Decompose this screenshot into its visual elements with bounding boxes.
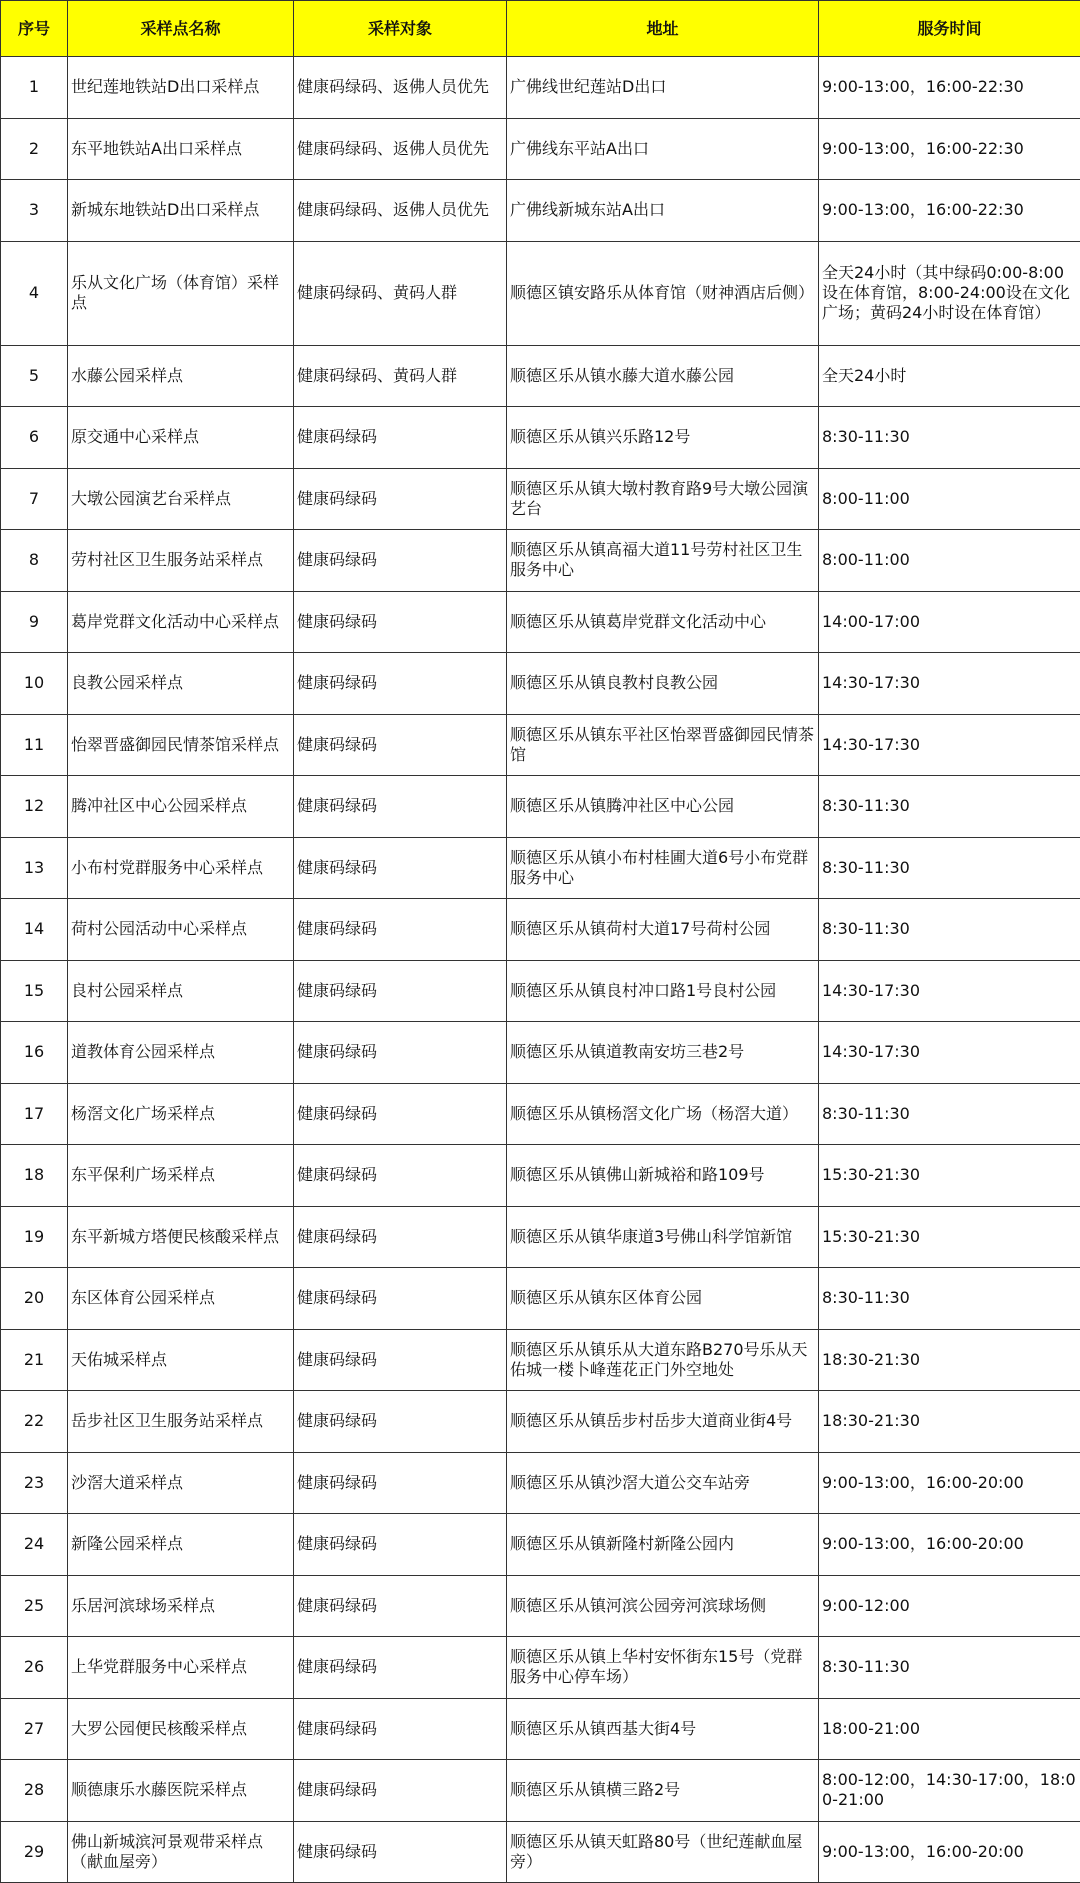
table-row bbox=[1, 118, 1080, 180]
header-target: 采样对象 bbox=[294, 1, 507, 57]
row-number: 27 bbox=[1, 1698, 68, 1760]
row-number: 17 bbox=[1, 1083, 68, 1145]
sampling-address: 顺德区乐从镇新隆村新隆公园内 bbox=[507, 1514, 819, 1576]
sampling-address: 顺德区镇安路乐从体育馆（财神酒店后侧） bbox=[507, 241, 819, 345]
sampling-point-name: 新城东地铁站D出口采样点 bbox=[68, 180, 294, 242]
row-number: 18 bbox=[1, 1145, 68, 1207]
row-number: 28 bbox=[1, 1760, 68, 1822]
sampling-target: 健康码绿码 bbox=[294, 1760, 507, 1822]
sampling-point-name: 乐从文化广场（体育馆）采样点 bbox=[68, 241, 294, 345]
row-number: 22 bbox=[1, 1391, 68, 1453]
header-address: 地址 bbox=[507, 1, 819, 57]
sampling-address: 顺德区乐从镇葛岸党群文化活动中心 bbox=[507, 591, 819, 653]
sampling-address: 顺德区乐从镇良村冲口路1号良村公园 bbox=[507, 960, 819, 1022]
service-hours: 全天24小时（其中绿码0:00-8:00设在体育馆，8:00-24:00设在文化广场；黄码24小时设在体育馆） bbox=[819, 241, 1080, 345]
table-row bbox=[1, 899, 1080, 961]
sampling-address: 顺德区乐从镇佛山新城裕和路109号 bbox=[507, 1145, 819, 1207]
row-number: 8 bbox=[1, 530, 68, 592]
sampling-address: 顺德区乐从镇华康道3号佛山科学馆新馆 bbox=[507, 1206, 819, 1268]
service-hours: 8:00-11:00 bbox=[819, 468, 1080, 530]
row-number: 25 bbox=[1, 1575, 68, 1637]
sampling-point-name: 东区体育公园采样点 bbox=[68, 1268, 294, 1330]
sampling-point-name: 荷村公园活动中心采样点 bbox=[68, 899, 294, 961]
service-hours: 9:00-13:00，16:00-22:30 bbox=[819, 57, 1080, 119]
sampling-address: 顺德区乐从镇道教南安坊三巷2号 bbox=[507, 1022, 819, 1084]
service-hours: 8:00-11:00 bbox=[819, 530, 1080, 592]
sampling-point-name: 岳步社区卫生服务站采样点 bbox=[68, 1391, 294, 1453]
service-hours: 8:30-11:30 bbox=[819, 837, 1080, 899]
row-number: 19 bbox=[1, 1206, 68, 1268]
sampling-point-name: 天佑城采样点 bbox=[68, 1329, 294, 1391]
sampling-target: 健康码绿码 bbox=[294, 530, 507, 592]
row-number: 29 bbox=[1, 1821, 68, 1883]
sampling-target: 健康码绿码 bbox=[294, 1698, 507, 1760]
table-row bbox=[1, 1514, 1080, 1576]
sampling-target: 健康码绿码 bbox=[294, 468, 507, 530]
sampling-target: 健康码绿码 bbox=[294, 776, 507, 838]
table-row bbox=[1, 1268, 1080, 1330]
row-number: 24 bbox=[1, 1514, 68, 1576]
service-hours: 14:00-17:00 bbox=[819, 591, 1080, 653]
sampling-point-name: 东平保利广场采样点 bbox=[68, 1145, 294, 1207]
sampling-address: 广佛线东平站A出口 bbox=[507, 118, 819, 180]
service-hours: 15:30-21:30 bbox=[819, 1206, 1080, 1268]
table-row bbox=[1, 345, 1080, 407]
sampling-target: 健康码绿码 bbox=[294, 1391, 507, 1453]
sampling-address: 顺德区乐从镇兴乐路12号 bbox=[507, 407, 819, 469]
sampling-point-name: 怡翠晋盛御园民情茶馆采样点 bbox=[68, 714, 294, 776]
row-number: 26 bbox=[1, 1637, 68, 1699]
header-hours: 服务时间 bbox=[819, 1, 1080, 57]
service-hours: 14:30-17:30 bbox=[819, 714, 1080, 776]
sampling-point-name: 乐居河滨球场采样点 bbox=[68, 1575, 294, 1637]
sampling-target: 健康码绿码 bbox=[294, 1022, 507, 1084]
table-row bbox=[1, 180, 1080, 242]
row-number: 23 bbox=[1, 1452, 68, 1514]
row-number: 14 bbox=[1, 899, 68, 961]
sampling-address: 顺德区乐从镇水藤大道水藤公园 bbox=[507, 345, 819, 407]
sampling-point-name: 佛山新城滨河景观带采样点（献血屋旁） bbox=[68, 1821, 294, 1883]
sampling-point-name: 顺德康乐水藤医院采样点 bbox=[68, 1760, 294, 1822]
sampling-address: 顺德区乐从镇西基大街4号 bbox=[507, 1698, 819, 1760]
sampling-target: 健康码绿码 bbox=[294, 591, 507, 653]
table-row bbox=[1, 1452, 1080, 1514]
row-number: 1 bbox=[1, 57, 68, 119]
sampling-target: 健康码绿码 bbox=[294, 714, 507, 776]
sampling-point-name: 大墩公园演艺台采样点 bbox=[68, 468, 294, 530]
sampling-target: 健康码绿码 bbox=[294, 407, 507, 469]
table-row bbox=[1, 653, 1080, 715]
service-hours: 8:30-11:30 bbox=[819, 899, 1080, 961]
service-hours: 8:30-11:30 bbox=[819, 1083, 1080, 1145]
sampling-point-name: 大罗公园便民核酸采样点 bbox=[68, 1698, 294, 1760]
sampling-point-name: 道教体育公园采样点 bbox=[68, 1022, 294, 1084]
row-number: 13 bbox=[1, 837, 68, 899]
service-hours: 15:30-21:30 bbox=[819, 1145, 1080, 1207]
sampling-address: 顺德区乐从镇东平社区怡翠晋盛御园民情茶馆 bbox=[507, 714, 819, 776]
sampling-point-name: 劳村社区卫生服务站采样点 bbox=[68, 530, 294, 592]
sampling-target: 健康码绿码 bbox=[294, 1145, 507, 1207]
table-row bbox=[1, 960, 1080, 1022]
service-hours: 18:30-21:30 bbox=[819, 1391, 1080, 1453]
table-row bbox=[1, 1821, 1080, 1883]
service-hours: 8:30-11:30 bbox=[819, 1268, 1080, 1330]
service-hours: 9:00-13:00，16:00-22:30 bbox=[819, 118, 1080, 180]
sampling-target: 健康码绿码 bbox=[294, 1329, 507, 1391]
sampling-address: 广佛线新城东站A出口 bbox=[507, 180, 819, 242]
sampling-point-name: 良村公园采样点 bbox=[68, 960, 294, 1022]
table-row bbox=[1, 468, 1080, 530]
sampling-target: 健康码绿码 bbox=[294, 960, 507, 1022]
table-row bbox=[1, 530, 1080, 592]
sampling-point-name: 沙滘大道采样点 bbox=[68, 1452, 294, 1514]
table-row bbox=[1, 1391, 1080, 1453]
sampling-target: 健康码绿码 bbox=[294, 837, 507, 899]
sampling-address: 顺德区乐从镇河滨公园旁河滨球场侧 bbox=[507, 1575, 819, 1637]
table-row bbox=[1, 591, 1080, 653]
sampling-point-name: 葛岸党群文化活动中心采样点 bbox=[68, 591, 294, 653]
sampling-target: 健康码绿码 bbox=[294, 1575, 507, 1637]
row-number: 4 bbox=[1, 241, 68, 345]
table-row bbox=[1, 1637, 1080, 1699]
service-hours: 8:00-12:00，14:30-17:00，18:00-21:00 bbox=[819, 1760, 1080, 1822]
service-hours: 9:00-13:00，16:00-20:00 bbox=[819, 1821, 1080, 1883]
table-row bbox=[1, 1145, 1080, 1207]
table-row bbox=[1, 241, 1080, 345]
service-hours: 14:30-17:30 bbox=[819, 960, 1080, 1022]
table-row bbox=[1, 1698, 1080, 1760]
table-row bbox=[1, 1206, 1080, 1268]
sampling-address: 广佛线世纪莲站D出口 bbox=[507, 57, 819, 119]
sampling-target: 健康码绿码 bbox=[294, 1637, 507, 1699]
row-number: 11 bbox=[1, 714, 68, 776]
service-hours: 9:00-13:00，16:00-20:00 bbox=[819, 1452, 1080, 1514]
sampling-address: 顺德区乐从镇天虹路80号（世纪莲献血屋旁） bbox=[507, 1821, 819, 1883]
sampling-target: 健康码绿码 bbox=[294, 1821, 507, 1883]
table-row bbox=[1, 776, 1080, 838]
sampling-address: 顺德区乐从镇横三路2号 bbox=[507, 1760, 819, 1822]
row-number: 2 bbox=[1, 118, 68, 180]
sampling-address: 顺德区乐从镇荷村大道17号荷村公园 bbox=[507, 899, 819, 961]
table-row bbox=[1, 1022, 1080, 1084]
sampling-target: 健康码绿码、返佛人员优先 bbox=[294, 118, 507, 180]
sampling-point-name: 上华党群服务中心采样点 bbox=[68, 1637, 294, 1699]
header-name: 采样点名称 bbox=[68, 1, 294, 57]
service-hours: 9:00-12:00 bbox=[819, 1575, 1080, 1637]
table-row bbox=[1, 1083, 1080, 1145]
sampling-target: 健康码绿码 bbox=[294, 1452, 507, 1514]
sampling-address: 顺德区乐从镇高福大道11号劳村社区卫生服务中心 bbox=[507, 530, 819, 592]
sampling-point-name: 东平地铁站A出口采样点 bbox=[68, 118, 294, 180]
sampling-point-name: 原交通中心采样点 bbox=[68, 407, 294, 469]
row-number: 20 bbox=[1, 1268, 68, 1330]
table-row bbox=[1, 1575, 1080, 1637]
sampling-point-name: 腾冲社区中心公园采样点 bbox=[68, 776, 294, 838]
sampling-target: 健康码绿码 bbox=[294, 1514, 507, 1576]
sampling-point-name: 水藤公园采样点 bbox=[68, 345, 294, 407]
service-hours: 8:30-11:30 bbox=[819, 407, 1080, 469]
row-number: 12 bbox=[1, 776, 68, 838]
table-row bbox=[1, 57, 1080, 119]
sampling-address: 顺德区乐从镇上华村安怀街东15号（党群服务中心停车场） bbox=[507, 1637, 819, 1699]
sampling-address: 顺德区乐从镇小布村桂圃大道6号小布党群服务中心 bbox=[507, 837, 819, 899]
sampling-target: 健康码绿码 bbox=[294, 1083, 507, 1145]
sampling-address: 顺德区乐从镇良教村良教公园 bbox=[507, 653, 819, 715]
sampling-address: 顺德区乐从镇岳步村岳步大道商业街4号 bbox=[507, 1391, 819, 1453]
sampling-point-name: 良教公园采样点 bbox=[68, 653, 294, 715]
service-hours: 9:00-13:00，16:00-22:30 bbox=[819, 180, 1080, 242]
service-hours: 14:30-17:30 bbox=[819, 653, 1080, 715]
row-number: 21 bbox=[1, 1329, 68, 1391]
service-hours: 9:00-13:00，16:00-20:00 bbox=[819, 1514, 1080, 1576]
service-hours: 14:30-17:30 bbox=[819, 1022, 1080, 1084]
sampling-address: 顺德区乐从镇沙滘大道公交车站旁 bbox=[507, 1452, 819, 1514]
sampling-target: 健康码绿码、黄码人群 bbox=[294, 345, 507, 407]
sampling-target: 健康码绿码 bbox=[294, 653, 507, 715]
table-body bbox=[1, 57, 1080, 1883]
sampling-target: 健康码绿码、返佛人员优先 bbox=[294, 57, 507, 119]
sampling-point-name: 东平新城方塔便民核酸采样点 bbox=[68, 1206, 294, 1268]
sampling-point-name: 杨滘文化广场采样点 bbox=[68, 1083, 294, 1145]
sampling-address: 顺德区乐从镇乐从大道东路B270号乐从天佑城一楼卜峰莲花正门外空地处 bbox=[507, 1329, 819, 1391]
sampling-target: 健康码绿码 bbox=[294, 899, 507, 961]
row-number: 9 bbox=[1, 591, 68, 653]
sampling-target: 健康码绿码 bbox=[294, 1268, 507, 1330]
table-row bbox=[1, 714, 1080, 776]
sampling-point-name: 世纪莲地铁站D出口采样点 bbox=[68, 57, 294, 119]
service-hours: 8:30-11:30 bbox=[819, 776, 1080, 838]
sampling-address: 顺德区乐从镇杨滘文化广场（杨滘大道） bbox=[507, 1083, 819, 1145]
service-hours: 全天24小时 bbox=[819, 345, 1080, 407]
sampling-point-name: 小布村党群服务中心采样点 bbox=[68, 837, 294, 899]
sampling-point-name: 新隆公园采样点 bbox=[68, 1514, 294, 1576]
row-number: 7 bbox=[1, 468, 68, 530]
sampling-address: 顺德区乐从镇大墩村教育路9号大墩公园演艺台 bbox=[507, 468, 819, 530]
table-row bbox=[1, 1760, 1080, 1822]
service-hours: 8:30-11:30 bbox=[819, 1637, 1080, 1699]
table-row bbox=[1, 407, 1080, 469]
row-number: 5 bbox=[1, 345, 68, 407]
row-number: 15 bbox=[1, 960, 68, 1022]
header-no: 序号 bbox=[1, 1, 68, 57]
header-row bbox=[1, 1, 1080, 57]
table-row bbox=[1, 1329, 1080, 1391]
row-number: 10 bbox=[1, 653, 68, 715]
sampling-target: 健康码绿码 bbox=[294, 1206, 507, 1268]
table-row bbox=[1, 837, 1080, 899]
row-number: 6 bbox=[1, 407, 68, 469]
row-number: 16 bbox=[1, 1022, 68, 1084]
sampling-address: 顺德区乐从镇东区体育公园 bbox=[507, 1268, 819, 1330]
sampling-target: 健康码绿码、返佛人员优先 bbox=[294, 180, 507, 242]
sampling-target: 健康码绿码、黄码人群 bbox=[294, 241, 507, 345]
service-hours: 18:30-21:30 bbox=[819, 1329, 1080, 1391]
row-number: 3 bbox=[1, 180, 68, 242]
service-hours: 18:00-21:00 bbox=[819, 1698, 1080, 1760]
sampling-address: 顺德区乐从镇腾冲社区中心公园 bbox=[507, 776, 819, 838]
